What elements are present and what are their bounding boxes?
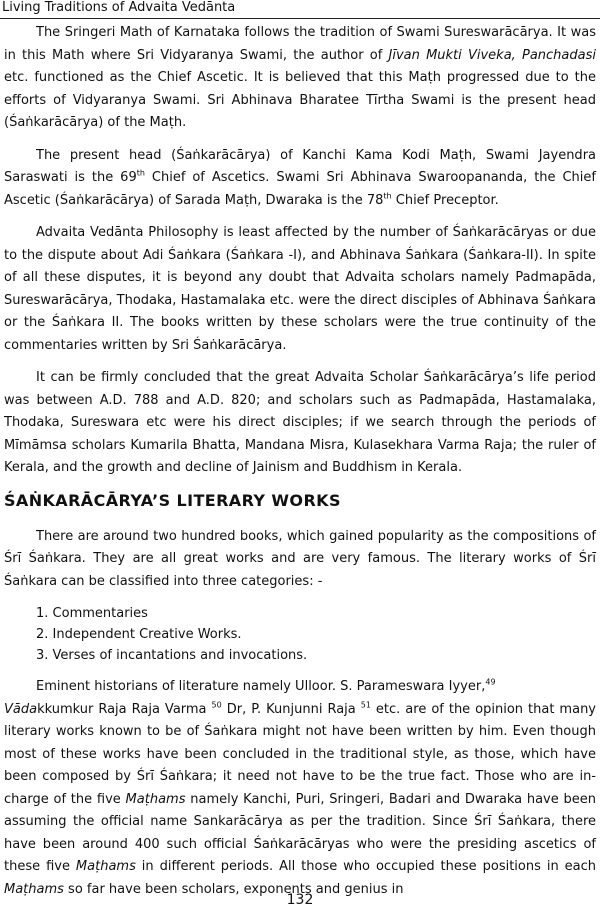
section-heading: ŚAṄKARĀCĀRYA’S LITERARY WORKS [4, 490, 341, 510]
page-number: 132 [286, 892, 314, 908]
paragraph-philosophy: Advaita Vedānta Philosophy is least affected by the number of Śaṅkarācāryas or due to the dispute about Adi Śaṅkara (Śaṅkara -I), and Abhinava Śaṅkara (Śaṅkara-II). In spite of all these disputes, it is beyond any doubt that Advaita scholars namely Padmapāda, Sureswarācārya, Thodaka, Hastamalaka etc. were the direct disciples of Abhinava Śaṅkara or the Śaṅkara II. The books written by these scholars were the true continuity of the commentaries written by Sri Śaṅkarācārya. [4, 225, 596, 353]
text-span: namely Kanchi, Puri, Sringeri, Badari and Dwaraka have been assuming the official name Sankarācārya as per the tradition. Since Śrī Śaṅkara, there have been around 400 such official Śaṅkarācāryas who were the presiding ascetics of these five [4, 791, 597, 874]
ordinal-suffix: th [136, 168, 145, 178]
italic-term: Maṭhams [4, 881, 64, 897]
italic-name: Vāda [4, 701, 38, 717]
categories-list [36, 603, 596, 666]
paragraph-historians [4, 676, 596, 901]
text-span: kkumkur Raja Raja Varma [37, 701, 212, 717]
text-span: The Sringeri Math of Karnataka follows the tradition of Swami Sureswarācārya. It was in this Math where Sri Vidyaranya Swami, the author of [4, 25, 596, 63]
paragraph-sringeri [4, 22, 596, 135]
text-span: Dr, P. Kunjunni Raja [221, 701, 361, 717]
text-span: etc. are of the opinion that many literary works known to be of Śaṅkara might not have been written by him. Even though most of these works have been concluded in the traditional style, as those, which have been composed by Śrī Śaṅkara; it need not have to be the true fact. Those who are in-charge of the five [4, 701, 596, 807]
text-span: Chief Preceptor. [391, 192, 499, 208]
list-item: 2. Independent Creative Works. [36, 627, 242, 642]
text-span: etc. functioned as the Chief Ascetic. It is believed that this Maṭh progressed due to the efforts of Vidyaranya Swami. Sri Abhinava Bharatee Tīrtha Swami is the present head (Śaṅkarācārya) of the Maṭh. [4, 70, 596, 130]
paragraph-section-intro: There are around two hundred books, which gained popularity as the compositions of Śrī Śaṅkara. They are all great works and are very famous. The literary works of Śrī Śaṅkara can be classified into three categories: - [4, 528, 596, 589]
running-head: Living Traditions of Advaita Vedānta [2, 0, 236, 15]
italic-term: Maṭhams [75, 859, 136, 874]
paragraph-kanchi [4, 145, 596, 213]
italic-title: Jīvan Mukti Viveka, Panchadasi [388, 47, 596, 63]
text-span: Eminent historians of literature namely Ulloor. S. Parameswara Iyyer, [36, 679, 486, 694]
header-rule [0, 18, 600, 19]
footnote-ref: 50 [211, 700, 222, 710]
text-span: Chief of Ascetics. Swami Sri Abhinava Swaroopananda, the Chief Ascetic (Śaṅkarācārya) of Sarada Maṭh, Dwaraka is the 78 [4, 170, 596, 208]
text-span: The present head (Śaṅkarācārya) of Kanchi Kama Kodi Maṭh, Swami Jayendra Saraswati is the 69 [4, 147, 596, 185]
list-item: 3. Verses of incantations and invocations. [36, 648, 308, 663]
text-span: in different periods. All those who occupied these positions in each [135, 859, 597, 874]
list-item: 1. Commentaries [36, 606, 148, 621]
ordinal-suffix: th [383, 191, 392, 201]
paragraph-conclusion: It can be firmly concluded that the great Advaita Scholar Śaṅkarācārya’s life period was between A.D. 788 and A.D. 820; and scholars such as Padmapāda, Hastamalaka, Thodaka, Sureswara etc were his direct disciples; if we search through the periods of Mīmāmsa scholars Kumarila Bhatta, Mandana Misra, Kulasekhara Varma Raja; the ruler of Kerala, and the growth and decline of Jainism and Buddhism in Kerala. [4, 370, 596, 475]
footnote-ref: 49 [485, 677, 496, 687]
footnote-ref: 51 [360, 700, 371, 710]
italic-term: Maṭhams [125, 791, 186, 807]
page-body [4, 22, 596, 911]
text-span: so far have been scholars, exponents and genius in [63, 881, 404, 897]
